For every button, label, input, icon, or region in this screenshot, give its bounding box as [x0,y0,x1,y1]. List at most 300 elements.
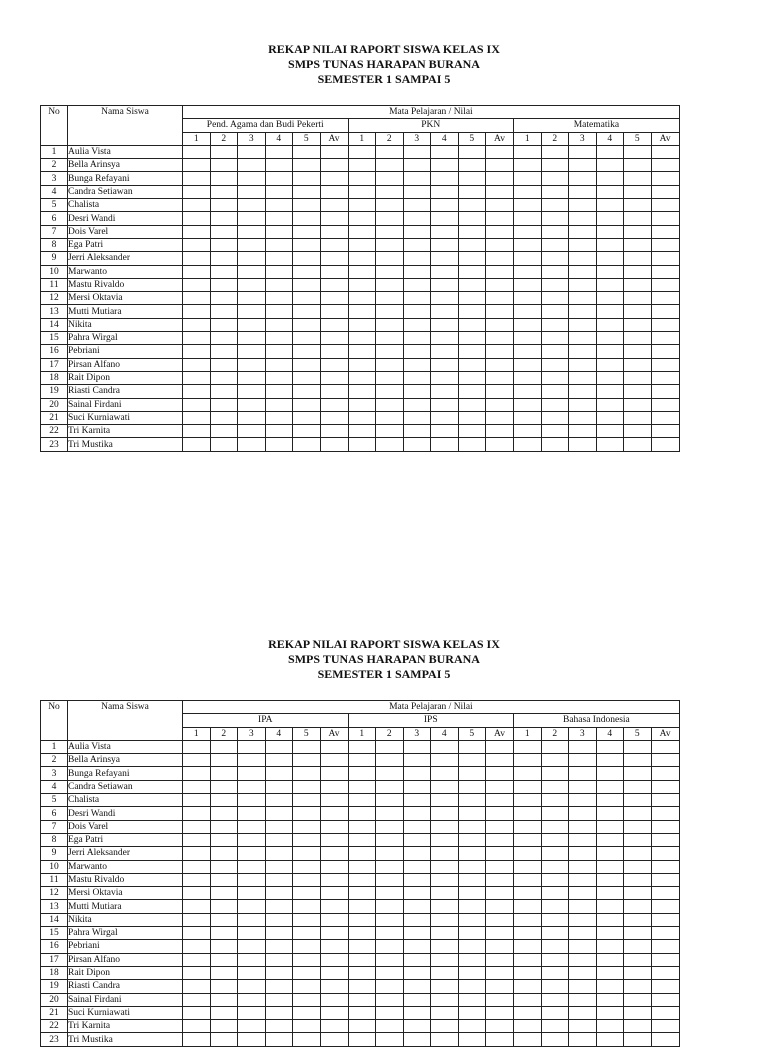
grade-cell[interactable] [651,278,679,291]
grade-cell[interactable] [210,305,238,318]
grade-cell[interactable] [596,1033,624,1046]
grade-cell[interactable] [624,807,652,820]
grade-cell[interactable] [514,754,542,767]
grade-cell[interactable] [403,833,431,846]
grade-cell[interactable] [265,305,293,318]
grade-cell[interactable] [486,305,514,318]
grade-cell[interactable] [403,873,431,886]
grade-cell[interactable] [320,980,348,993]
grade-cell[interactable] [238,780,266,793]
grade-cell[interactable] [486,820,514,833]
grade-cell[interactable] [238,345,266,358]
grade-cell[interactable] [265,318,293,331]
grade-cell[interactable] [320,145,348,158]
grade-cell[interactable] [596,980,624,993]
grade-cell[interactable] [348,172,376,185]
grade-cell[interactable] [431,993,459,1006]
grade-cell[interactable] [265,740,293,753]
grade-cell[interactable] [348,145,376,158]
grade-cell[interactable] [651,225,679,238]
grade-cell[interactable] [210,159,238,172]
grade-cell[interactable] [431,185,459,198]
grade-cell[interactable] [651,913,679,926]
grade-cell[interactable] [514,913,542,926]
grade-cell[interactable] [403,794,431,807]
grade-cell[interactable] [624,980,652,993]
grade-cell[interactable] [458,887,486,900]
grade-cell[interactable] [210,900,238,913]
grade-cell[interactable] [183,411,211,424]
grade-cell[interactable] [596,185,624,198]
grade-cell[interactable] [238,172,266,185]
grade-cell[interactable] [514,887,542,900]
grade-cell[interactable] [183,172,211,185]
grade-cell[interactable] [514,398,542,411]
grade-cell[interactable] [376,927,404,940]
grade-cell[interactable] [541,873,569,886]
grade-cell[interactable] [651,847,679,860]
grade-cell[interactable] [431,754,459,767]
grade-cell[interactable] [431,345,459,358]
grade-cell[interactable] [183,1033,211,1046]
grade-cell[interactable] [348,847,376,860]
grade-cell[interactable] [320,278,348,291]
grade-cell[interactable] [376,900,404,913]
grade-cell[interactable] [293,225,321,238]
grade-cell[interactable] [238,820,266,833]
grade-cell[interactable] [348,332,376,345]
grade-cell[interactable] [596,820,624,833]
grade-cell[interactable] [183,966,211,979]
grade-cell[interactable] [320,292,348,305]
grade-cell[interactable] [320,794,348,807]
grade-cell[interactable] [569,807,597,820]
grade-cell[interactable] [265,371,293,384]
grade-cell[interactable] [210,332,238,345]
grade-cell[interactable] [348,292,376,305]
grade-cell[interactable] [348,185,376,198]
grade-cell[interactable] [320,767,348,780]
grade-cell[interactable] [320,172,348,185]
grade-cell[interactable] [210,754,238,767]
grade-cell[interactable] [514,425,542,438]
grade-cell[interactable] [376,292,404,305]
grade-cell[interactable] [210,953,238,966]
grade-cell[interactable] [183,212,211,225]
grade-cell[interactable] [486,913,514,926]
grade-cell[interactable] [596,873,624,886]
grade-cell[interactable] [238,740,266,753]
grade-cell[interactable] [514,318,542,331]
grade-cell[interactable] [514,252,542,265]
grade-cell[interactable] [320,225,348,238]
grade-cell[interactable] [514,953,542,966]
grade-cell[interactable] [458,411,486,424]
grade-cell[interactable] [431,780,459,793]
grade-cell[interactable] [376,145,404,158]
grade-cell[interactable] [651,292,679,305]
grade-cell[interactable] [320,754,348,767]
grade-cell[interactable] [265,238,293,251]
grade-cell[interactable] [376,212,404,225]
grade-cell[interactable] [348,212,376,225]
grade-cell[interactable] [624,820,652,833]
grade-cell[interactable] [238,332,266,345]
grade-cell[interactable] [514,927,542,940]
grade-cell[interactable] [569,332,597,345]
grade-cell[interactable] [265,172,293,185]
grade-cell[interactable] [624,385,652,398]
grade-cell[interactable] [265,159,293,172]
grade-cell[interactable] [624,199,652,212]
grade-cell[interactable] [624,754,652,767]
grade-cell[interactable] [403,966,431,979]
grade-cell[interactable] [320,966,348,979]
grade-cell[interactable] [320,807,348,820]
grade-cell[interactable] [403,820,431,833]
grade-cell[interactable] [596,398,624,411]
grade-cell[interactable] [320,265,348,278]
grade-cell[interactable] [376,305,404,318]
grade-cell[interactable] [183,438,211,451]
grade-cell[interactable] [210,807,238,820]
grade-cell[interactable] [238,145,266,158]
grade-cell[interactable] [541,980,569,993]
grade-cell[interactable] [431,238,459,251]
grade-cell[interactable] [431,900,459,913]
grade-cell[interactable] [596,212,624,225]
grade-cell[interactable] [624,292,652,305]
grade-cell[interactable] [514,740,542,753]
grade-cell[interactable] [348,807,376,820]
grade-cell[interactable] [541,1006,569,1019]
grade-cell[interactable] [431,159,459,172]
grade-cell[interactable] [183,767,211,780]
grade-cell[interactable] [596,913,624,926]
grade-cell[interactable] [320,199,348,212]
grade-cell[interactable] [183,794,211,807]
grade-cell[interactable] [651,371,679,384]
grade-cell[interactable] [458,305,486,318]
grade-cell[interactable] [320,1020,348,1033]
grade-cell[interactable] [486,278,514,291]
grade-cell[interactable] [320,820,348,833]
grade-cell[interactable] [403,159,431,172]
grade-cell[interactable] [651,212,679,225]
grade-cell[interactable] [431,1020,459,1033]
grade-cell[interactable] [210,438,238,451]
grade-cell[interactable] [458,172,486,185]
grade-cell[interactable] [458,425,486,438]
grade-cell[interactable] [514,199,542,212]
grade-cell[interactable] [486,172,514,185]
grade-cell[interactable] [293,794,321,807]
grade-cell[interactable] [403,913,431,926]
grade-cell[interactable] [486,252,514,265]
grade-cell[interactable] [348,1033,376,1046]
grade-cell[interactable] [596,145,624,158]
grade-cell[interactable] [348,900,376,913]
grade-cell[interactable] [431,385,459,398]
grade-cell[interactable] [514,172,542,185]
grade-cell[interactable] [183,807,211,820]
grade-cell[interactable] [238,940,266,953]
grade-cell[interactable] [210,740,238,753]
grade-cell[interactable] [403,993,431,1006]
grade-cell[interactable] [569,172,597,185]
grade-cell[interactable] [431,1006,459,1019]
grade-cell[interactable] [320,860,348,873]
grade-cell[interactable] [348,833,376,846]
grade-cell[interactable] [569,794,597,807]
grade-cell[interactable] [238,993,266,1006]
grade-cell[interactable] [183,358,211,371]
grade-cell[interactable] [486,225,514,238]
grade-cell[interactable] [238,887,266,900]
grade-cell[interactable] [624,900,652,913]
grade-cell[interactable] [541,238,569,251]
grade-cell[interactable] [183,278,211,291]
grade-cell[interactable] [486,833,514,846]
grade-cell[interactable] [569,980,597,993]
grade-cell[interactable] [403,1033,431,1046]
grade-cell[interactable] [348,780,376,793]
grade-cell[interactable] [348,265,376,278]
grade-cell[interactable] [458,754,486,767]
grade-cell[interactable] [624,740,652,753]
grade-cell[interactable] [376,265,404,278]
grade-cell[interactable] [265,1020,293,1033]
grade-cell[interactable] [458,345,486,358]
grade-cell[interactable] [293,185,321,198]
grade-cell[interactable] [624,159,652,172]
grade-cell[interactable] [624,767,652,780]
grade-cell[interactable] [320,887,348,900]
grade-cell[interactable] [569,159,597,172]
grade-cell[interactable] [541,411,569,424]
grade-cell[interactable] [624,252,652,265]
grade-cell[interactable] [376,833,404,846]
grade-cell[interactable] [265,278,293,291]
grade-cell[interactable] [403,345,431,358]
grade-cell[interactable] [458,212,486,225]
grade-cell[interactable] [293,398,321,411]
grade-cell[interactable] [569,145,597,158]
grade-cell[interactable] [403,807,431,820]
grade-cell[interactable] [651,145,679,158]
grade-cell[interactable] [320,385,348,398]
grade-cell[interactable] [376,807,404,820]
grade-cell[interactable] [651,159,679,172]
grade-cell[interactable] [320,847,348,860]
grade-cell[interactable] [458,794,486,807]
grade-cell[interactable] [210,780,238,793]
grade-cell[interactable] [293,927,321,940]
grade-cell[interactable] [376,159,404,172]
grade-cell[interactable] [238,767,266,780]
grade-cell[interactable] [376,993,404,1006]
grade-cell[interactable] [651,199,679,212]
grade-cell[interactable] [348,385,376,398]
grade-cell[interactable] [348,887,376,900]
grade-cell[interactable] [458,833,486,846]
grade-cell[interactable] [403,358,431,371]
grade-cell[interactable] [183,305,211,318]
grade-cell[interactable] [293,332,321,345]
grade-cell[interactable] [458,940,486,953]
grade-cell[interactable] [514,847,542,860]
grade-cell[interactable] [183,332,211,345]
grade-cell[interactable] [541,953,569,966]
grade-cell[interactable] [569,252,597,265]
grade-cell[interactable] [320,358,348,371]
grade-cell[interactable] [403,185,431,198]
grade-cell[interactable] [541,740,569,753]
grade-cell[interactable] [514,820,542,833]
grade-cell[interactable] [376,767,404,780]
grade-cell[interactable] [376,398,404,411]
grade-cell[interactable] [265,966,293,979]
grade-cell[interactable] [293,767,321,780]
grade-cell[interactable] [320,1033,348,1046]
grade-cell[interactable] [293,940,321,953]
grade-cell[interactable] [486,940,514,953]
grade-cell[interactable] [431,172,459,185]
grade-cell[interactable] [210,145,238,158]
grade-cell[interactable] [514,966,542,979]
grade-cell[interactable] [265,185,293,198]
grade-cell[interactable] [541,358,569,371]
grade-cell[interactable] [320,993,348,1006]
grade-cell[interactable] [238,860,266,873]
grade-cell[interactable] [596,833,624,846]
grade-cell[interactable] [514,345,542,358]
grade-cell[interactable] [403,199,431,212]
grade-cell[interactable] [293,371,321,384]
grade-cell[interactable] [320,873,348,886]
grade-cell[interactable] [431,833,459,846]
grade-cell[interactable] [569,820,597,833]
grade-cell[interactable] [238,1020,266,1033]
grade-cell[interactable] [624,887,652,900]
grade-cell[interactable] [514,940,542,953]
grade-cell[interactable] [293,754,321,767]
grade-cell[interactable] [183,1006,211,1019]
grade-cell[interactable] [348,278,376,291]
grade-cell[interactable] [265,807,293,820]
grade-cell[interactable] [293,199,321,212]
grade-cell[interactable] [376,332,404,345]
grade-cell[interactable] [651,385,679,398]
grade-cell[interactable] [651,887,679,900]
grade-cell[interactable] [238,371,266,384]
grade-cell[interactable] [348,873,376,886]
grade-cell[interactable] [320,913,348,926]
grade-cell[interactable] [486,212,514,225]
grade-cell[interactable] [320,425,348,438]
grade-cell[interactable] [293,953,321,966]
grade-cell[interactable] [210,371,238,384]
grade-cell[interactable] [210,887,238,900]
grade-cell[interactable] [210,292,238,305]
grade-cell[interactable] [265,212,293,225]
grade-cell[interactable] [486,265,514,278]
grade-cell[interactable] [651,927,679,940]
grade-cell[interactable] [183,740,211,753]
grade-cell[interactable] [596,371,624,384]
grade-cell[interactable] [514,780,542,793]
grade-cell[interactable] [541,305,569,318]
grade-cell[interactable] [514,980,542,993]
grade-cell[interactable] [293,265,321,278]
grade-cell[interactable] [265,847,293,860]
grade-cell[interactable] [624,913,652,926]
grade-cell[interactable] [624,1020,652,1033]
grade-cell[interactable] [596,345,624,358]
grade-cell[interactable] [624,780,652,793]
grade-cell[interactable] [348,754,376,767]
grade-cell[interactable] [376,740,404,753]
grade-cell[interactable] [486,993,514,1006]
grade-cell[interactable] [514,238,542,251]
grade-cell[interactable] [569,438,597,451]
grade-cell[interactable] [651,252,679,265]
grade-cell[interactable] [569,411,597,424]
grade-cell[interactable] [265,358,293,371]
grade-cell[interactable] [348,358,376,371]
grade-cell[interactable] [651,767,679,780]
grade-cell[interactable] [569,953,597,966]
grade-cell[interactable] [376,980,404,993]
grade-cell[interactable] [431,860,459,873]
grade-cell[interactable] [458,1033,486,1046]
grade-cell[interactable] [541,780,569,793]
grade-cell[interactable] [348,411,376,424]
grade-cell[interactable] [348,345,376,358]
grade-cell[interactable] [458,980,486,993]
grade-cell[interactable] [651,1020,679,1033]
grade-cell[interactable] [569,212,597,225]
grade-cell[interactable] [431,820,459,833]
grade-cell[interactable] [210,358,238,371]
grade-cell[interactable] [569,927,597,940]
grade-cell[interactable] [486,411,514,424]
grade-cell[interactable] [624,794,652,807]
grade-cell[interactable] [569,887,597,900]
grade-cell[interactable] [541,833,569,846]
grade-cell[interactable] [265,1006,293,1019]
grade-cell[interactable] [293,159,321,172]
grade-cell[interactable] [624,238,652,251]
grade-cell[interactable] [486,780,514,793]
grade-cell[interactable] [265,425,293,438]
grade-cell[interactable] [486,1033,514,1046]
grade-cell[interactable] [238,438,266,451]
grade-cell[interactable] [403,754,431,767]
grade-cell[interactable] [651,980,679,993]
grade-cell[interactable] [596,953,624,966]
grade-cell[interactable] [541,212,569,225]
grade-cell[interactable] [458,873,486,886]
grade-cell[interactable] [596,794,624,807]
grade-cell[interactable] [293,780,321,793]
grade-cell[interactable] [265,754,293,767]
grade-cell[interactable] [514,159,542,172]
grade-cell[interactable] [431,438,459,451]
grade-cell[interactable] [183,225,211,238]
grade-cell[interactable] [183,940,211,953]
grade-cell[interactable] [265,199,293,212]
